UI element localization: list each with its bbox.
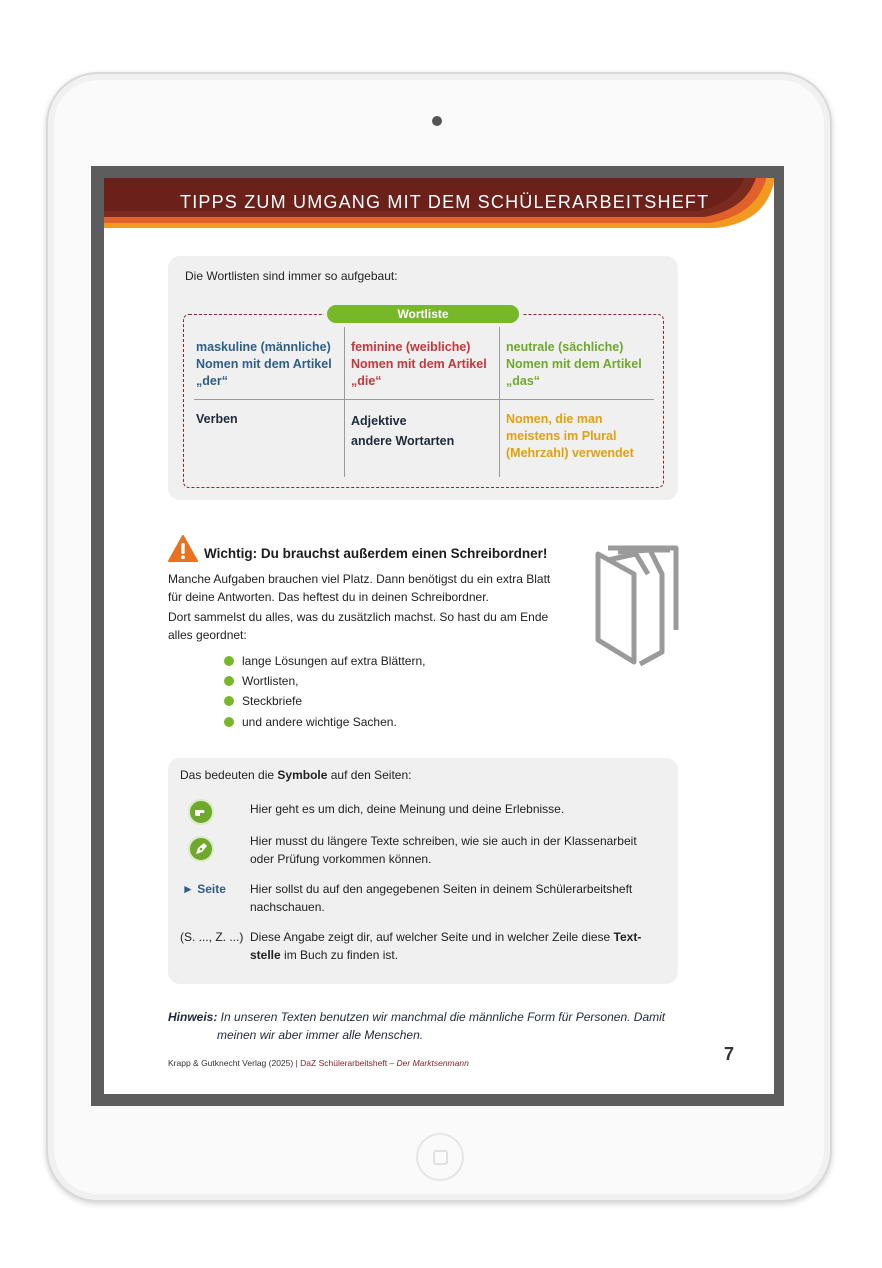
line-reference-label: (S. ..., Z. ...) [180,930,244,944]
hint-text: meinen wir aber immer alle Menschen. [217,1028,424,1042]
camera-icon [432,116,442,126]
important-text-line: für deine Antworten. Das heftest du in deinen Schreibordner. [168,590,489,604]
warning-icon [168,535,198,563]
neutral-cell: neutrale (sächliche) Nomen mit dem Artikel „das“ [506,340,642,388]
symbol-description: Diese Angabe zeigt dir, auf welcher Seite und in welcher Zeile diese Text- stelle im Buch zu finden ist. [250,930,642,962]
feminine-cell: feminine (weibliche) Nomen mit dem Artikel „die“ [351,340,487,388]
wordlist-table [183,314,664,488]
wordlist-intro: Die Wortlisten sind immer so aufgebaut: [185,269,398,283]
symbols-intro: Das bedeuten die Symbole auf den Seiten: [180,768,412,782]
row-divider [194,399,654,400]
symbol-description: Hier musst du längere Texte schreiben, wie sie auch in der Klassenarbeit oder Prüfung vorkommen können. [250,834,637,866]
plural-nouns-cell: Nomen, die man meistens im Plural (Mehrzahl) verwendet [506,412,634,460]
column-divider [344,327,345,477]
pointing-hand-icon [188,799,214,825]
important-text-line: Dort sammelst du alles, was du zusätzlich machst. So hast du am Ende [168,610,549,624]
home-button[interactable] [416,1133,464,1181]
wordlist-panel [168,256,678,500]
page-title: TIPPS ZUM UMGANG MIT DEM SCHÜLERARBEITSHEFT [180,192,710,212]
masculine-cell: maskuline (männliche) Nomen mit dem Artikel „der“ [196,340,332,388]
page-number: 7 [724,1044,735,1064]
adjectives-cell: Adjektive andere Wortarten [351,414,455,448]
page-reference-label: ► Seite [182,882,226,896]
wordlist-pill: Wortliste [324,302,522,326]
important-text-line: Manche Aufgaben brauchen viel Platz. Dann benötigst du ein extra Blatt [168,572,551,586]
important-heading: Wichtig: Du brauchst außerdem einen Schreibordner! [204,546,548,561]
hint-text: Hinweis: In unseren Texten benutzen wir manchmal die männliche Form für Personen. Damit [168,1010,666,1024]
header-banner [104,178,774,226]
symbol-description: Hier geht es um dich, deine Meinung und deine Erlebnisse. [250,802,565,816]
document-page[interactable]: TIPPS ZUM UMGANG MIT DEM SCHÜLERARBEITSHEFT Die Wortlisten sind immer so aufgebaut: maskuline (männliche) Nomen mit dem Artikel „der“ feminine (weibliche) Nomen mit dem Artikel „die“ neutrale (sächliche) Nomen mit dem Artikel „das“ Verben Adjektive andere Wortarten Nomen, die man meistens im Plural (Mehrzahl) verwendet Wortliste Wichtig: Du brauchst außerdem einen Schreibordner! Manche Aufgaben brauchen viel Platz. Dann benötigst du ein extra Blatt für deine Antworten. Das heftest du in deinen Schreibordner. Dort sammelst du alles, was du zusätzlich machst. So hast du am Ende alles geordnet: lange Lösungen auf extra Blättern, Wortlisten, Steckbriefe und andere wichtige Sachen. Das bedeuten die Symbole auf den Seiten: Hier geht es um dich, deine Meinung und deine Erlebnisse. Hier musst du längere Texte schreiben, wie sie auch in der Klassenarbeit oder Prüfung vorkommen können. ► Seite Hier sollst du auf den angegebenen Seiten in deinem Schülerarbeitsheft nachschauen. (S. ..., Z. ...) Diese Angabe zeigt dir, auf welcher Seite und in welcher Zeile diese Text- stelle im Buch zu finden ist. Hinweis: In unseren Texten benutzen wir manchmal die männliche Form für Personen. Damit meinen wir aber immer alle Menschen. Krapp & Gutknecht Verlag (2025) | DaZ Schülerarbeitsheft – Der Marktsenmann 7 [104,178,774,1094]
important-text-line: alles geordnet: [168,628,247,642]
symbol-description: Hier sollst du auf den angegebenen Seiten in deinem Schülerarbeitsheft nachschauen. [250,882,633,914]
pen-nib-icon [188,836,214,862]
column-divider [499,327,500,477]
folder-icon [584,540,684,672]
symbols-panel [168,758,678,984]
verbs-cell: Verben [196,412,238,426]
page-footer: Krapp & Gutknecht Verlag (2025) | DaZ Schülerarbeitsheft – Der Marktsenmann [168,1058,469,1068]
